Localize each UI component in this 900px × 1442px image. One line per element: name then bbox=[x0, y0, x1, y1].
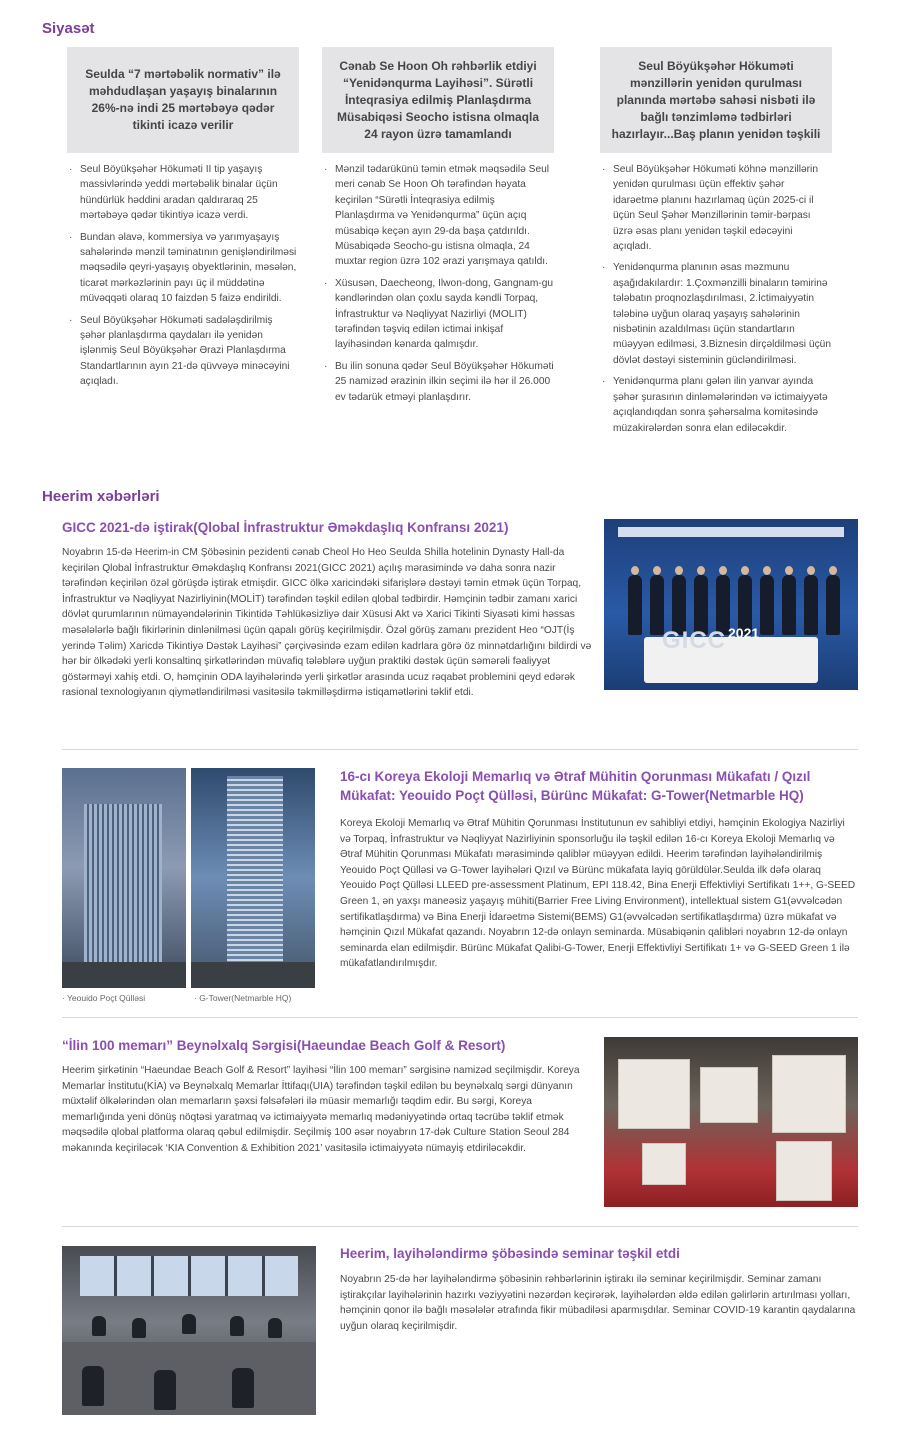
news-title-seminar: Heerim, layihələndirmə şöbəsində seminar təşkil etdi bbox=[340, 1246, 680, 1261]
divider bbox=[62, 1226, 858, 1227]
policy-bullet-list bbox=[600, 162, 832, 436]
policy-section-title: Siyasət bbox=[42, 20, 95, 37]
policy-bullet: · Bu ilin sonuna qədər Seul Böyükşəhər Hökuməti 25 namizəd ərazinin ilkin seçimi ilə hər il 26.000 ev tədarük etməyi planlaşdırır. bbox=[322, 359, 554, 405]
policy-bullet: · Seul Böyükşəhər Hökuməti köhnə mənzillərin yenidən qurulması üçün effektiv şəhər idarəetmə planını hazırlamaq üçün 2025-ci il üçün Seul Şəhər Mənzillərinin təmir-bərpası üzrə əsas planı yenidən təşkil edəcəyini açıqladı. bbox=[600, 162, 832, 254]
gicc-ceremony-photo bbox=[604, 519, 858, 690]
news-body-eco-award: Koreya Ekoloji Memarlıq və Ətraf Mühitin Qorunması İnstitutunun ev sahibliyi etdiyi, həmçinin Ekologiya Nazirliyi və Torpaq, İnfrastruktur və Nəqliyyat Nazirliyinin sponsorluğu ilə təşkil edilən 16-cı Koreya Ekoloji Memarlıq və Ətraf Mühitin Qorunması Mükafatı mərasimində qaliblər müəyyən edildi. Heerim tərəfindən layihələndirilmiş Yeouido Poçt Qülləsi və G-Tower layihələri Qızıl və Bürünc mükafata layiq görüldülər.Seulda ilk dəfə olaraq Yeouido Poçt Qülləsi LLEED pre-assessment Platinum, EPI 118.42, Bina Enerji Effektivliyi Sertifikatı 1++, G-SEED Green 1, ən yaxşı maneəsiz yaşayış mühiti(Barrier Free Living Environment), intellektual sistem G1(əvvəlcədən sertifikatlaşdırma) və Bina Enerji İdarəetmə Sistemi(BEMS) G1(əvvəlcədən sertifikatlaşdırma) üzrə mükafat və həmçinin Qızıl Mükafat qazandı. Noyabrın 12-də onlayn seminarda. Müsabiqənin qalibləri noyabrın 12-də onlayn seminarda elan edilmişdir. Bürünc Mükafat Qalibi-G-Tower, Enerji Effektivliyi Sertifikatı 1+ və G-SEED Green 1 ilə mükafatlandırılmışdır. bbox=[340, 818, 856, 970]
policy-column-heading: Cənab Se Hoon Oh rəhbərlik etdiyi “Yenidənqurma Layihəsi”. Sürətli İnteqrasiya edilmiş Planlaşdırma Müsabiqəsi Seocho istisna olmaqla 24 rayon üzrə tamamlandı bbox=[322, 47, 554, 153]
policy-column-heading: Seulda “7 mərtəbəlik normativ” ilə məhdudlaşan yaşayış binalarının 26%-nə indi 25 mərtəbəyə qədər tikinti icazə verilir bbox=[67, 47, 299, 153]
seminar-photo bbox=[62, 1246, 316, 1415]
policy-bullet-list bbox=[322, 162, 554, 405]
exhibition-photo bbox=[604, 1037, 858, 1207]
news-title-exhibition: “İlin 100 memarı” Beynəlxalq Sərgisi(Haeundae Beach Golf & Resort) bbox=[62, 1038, 506, 1053]
gicc-logo: GICC bbox=[662, 627, 726, 654]
photo-caption-g-tower: · G-Tower(Netmarble HQ) bbox=[194, 993, 292, 1003]
news-body-exhibition: Heerim şirkətinin “Haeundae Beach Golf & Resort” layihəsi “İlin 100 memarı” sərgisinə namizəd seçilmişdir. Koreya Memarlar İnstitutu(KİA) və Beynəlxalq Memarlar İttifaqı(UIA) tərəfindən təşkil edilən bu beynəlxalq sərgi dünyanın müxtəlif ölkələrindən olan memarların şəxsi fəlsəfələri ilə müasir memarlığı təqdim edir. Bu sərgi, Koreya memarlığında yeni dönüş nöqtəsi yaratmaq və ictimaiyyətə memarlıq mədəniyyətində ortaq təcrübə təklif etmək məqsədilə qlobal platforma olaraq qəbul edilmişdir. Seçilmiş 100 əsər noyabrın 17-dək Culture Station Seoul 284 məkanında keçiriləcək ‘KIA Convention & Exhibition 2021’ vasitəsilə ictimaiyyətə nümayiş etdiriləcəkdir. bbox=[62, 1065, 580, 1154]
policy-bullet: · Xüsusən, Daecheong, Ilwon-dong, Gangnam-gu kəndlərindən olan çoxlu sayda kəndli Torpaq, İnfrastruktur və Nəqliyyat Nazirliyi (MOLIT) tərəfindən təşviq edilən ictimai inkişaf layihəsindən kənarda qalmışdır. bbox=[322, 276, 554, 353]
policy-bullet: · Yenidənqurma planı gələn ilin yanvar ayında şəhər şurasının dinləmələrindən və ictimaiyyətə açıqlandıqdan sonra şəhərsalma komitəsində müzakirələrdən sonra elan ediləcəkdir. bbox=[600, 374, 832, 436]
news-section-title: Heerim xəbərləri bbox=[42, 488, 160, 505]
policy-bullet: · Seul Böyükşəhər Hökuməti II tip yaşayış massivlərində yeddi mərtəbəlik binalar üçün hündürlük həddini aradan qaldıraraq 25 mərtəbəyə qədər tikintiyə icazə verdi. bbox=[67, 162, 299, 224]
news-title-gicc: GICC 2021-də iştirak(Qlobal İnfrastruktur Əməkdaşlıq Konfransı 2021) bbox=[62, 520, 509, 535]
yeouido-tower-photo bbox=[62, 768, 186, 988]
policy-bullet: · Yenidənqurma planının əsas məzmunu aşağıdakılardır: 1.Çoxmənzilli binaların təmirinə tələbatın proqnozlaşdırılması, 2.İctimaiyyətin tələbinə uyğun olaraq yaşayış sahələrinin nisbətinin azaldılması üçün standartların müəyyən edilməsi, 3.Biznesin dirçəldilməsi üçün dövlət dəstəyi sisteminin gücləndirilməsi. bbox=[600, 260, 832, 368]
photo-caption-yeouido: · Yeouido Poçt Qülləsi bbox=[62, 993, 146, 1003]
news-body-seminar: Noyabrın 25-də hər layihələndirmə şöbəsinin rəhbərlərinin iştirakı ilə seminar keçirilmişdir. Seminar zamanı iştirakçılar layihələrinin hazırkı vəziyyətini nəzərdən keçirərək, layihələrdən əldə edilən gəlirlərin artırılması yolları, həmçinin qonor ilə bağlı məsələlər ətrafında fikir mübadiləsi aparmışdılar. Seminar COVID-19 karantin qaydalarına uyğun olaraq keçirilmişdir. bbox=[340, 1274, 856, 1332]
divider bbox=[62, 1017, 858, 1018]
policy-bullet: · Seul Böyükşəhər Hökuməti sadələşdirilmiş şəhər planlaşdırma qaydaları ilə yenidən işlənmiş Seul Böyükşəhər Ərazi Planlaşdırma Standartlarının ayın 21-də qüvvəyə minəcəyini açıqladı. bbox=[67, 313, 299, 390]
policy-bullet: · Mənzil tədarükünü təmin etmək məqsədilə Seul meri cənab Se Hoon Oh tərəfindən həyata keçirilən “Sürətli İnteqrasiya edilmiş Planlaşdırma və Yenidənqurma” üçün açıq müsabiqə keçən ayın 29-da başa çatdırıldı. Müsabiqədə Seocho-gu istisna olmaqla, 24 muxtar region üzrə 102 ərazi yarışmaya qatıldı. bbox=[322, 162, 554, 270]
policy-column-3 bbox=[600, 47, 832, 442]
news-title-eco-award: 16-cı Koreya Ekoloji Memarlıq və Ətraf Mühitin Qorunması Mükafatı / Qızıl Mükafat: Yeouido Poçt Qülləsi, Bürünc Mükafat: G-Tower(Netmarble HQ) bbox=[340, 769, 811, 803]
policy-bullet-list bbox=[67, 162, 299, 390]
policy-column-heading: Seul Böyükşəhər Hökuməti mənzillərin yenidən qurulması planında mərtəbə sahəsi nisbəti ilə bağlı tənzimləmə tədbirləri hazırlayır...Baş planın yenidən təşkili bbox=[600, 47, 832, 153]
gicc-year: 2021 bbox=[728, 625, 760, 641]
divider bbox=[62, 749, 858, 750]
policy-column-2 bbox=[322, 47, 554, 411]
policy-bullet: · Bundan əlavə, kommersiya və yarımyaşayış sahələrində mənzil təminatının genişləndirilməsi məqsədilə qeyri-yaşayış obyektlərinin, məsələn, ticarət mərkəzlərinin payı üç il müddətinə müvəqqəti olaraq 10 faizdən 5 faizə endirildi. bbox=[67, 230, 299, 307]
news-body-gicc-part1: Noyabrın 15-də Heerim-in CM Şöbəsinin pezidenti cənab Cheol Ho Heo Seulda Shilla hotelinin Dynasty Hall-da keçirilən Qlobal İnfrastruktur Əməkdaşlıq Konfransı 2021(GICC 2021) açılış mərasimində və daha sonra nazir tərəfindən keçirilən özəl görüşdə iştirak etmişdir. GICC ölkə xaricindəki sifarişlərə dəstəyi təmin etmək üçün Torpaq, İnfrastruktur və Nəqliyyat Nazirliyinin(MOLİT) tərəfindən təşkil edilən qlobal tədbirdir. Həmçinin tədbir zamanı xarici dövlət qurumlarının nümayəndələrinin Tikintidə Təhlükəsizliyə dair Xüsusi Akt və Xarici Tikinti Siyasəti kimi həssas məsələlərlə bağlı fikirlərinin dinlənilməsi üçün qapalı görüş keçirilmişdir. Özəl görüş zamanı prezident Heo “OJT(İş yerində Təlim) Xaricdə Tikintiyə Dəstək Layihəsi” çərçivəsində ezam edilən kadrlara görə öz minnətdarlığını bildirdi və hər bir ölkədəki yerli konsaltinq şirkətlərindən müvafiq tələblərə uyğun praktiki dəstək üçün səmərəli fəaliyyət göstərməyi xahiş etdi. O, həmçinin ODA layihələrində yerli şirkətlər arasında ucuz rəqabət problemini qeyd edərək rasional texnologiyanın qiymətləndirilməsi vasitəsilə təkmilləşdirmə istiqamətlərini təklif etdi. bbox=[62, 547, 592, 699]
g-tower-photo bbox=[191, 768, 315, 988]
policy-column-1 bbox=[67, 47, 299, 396]
